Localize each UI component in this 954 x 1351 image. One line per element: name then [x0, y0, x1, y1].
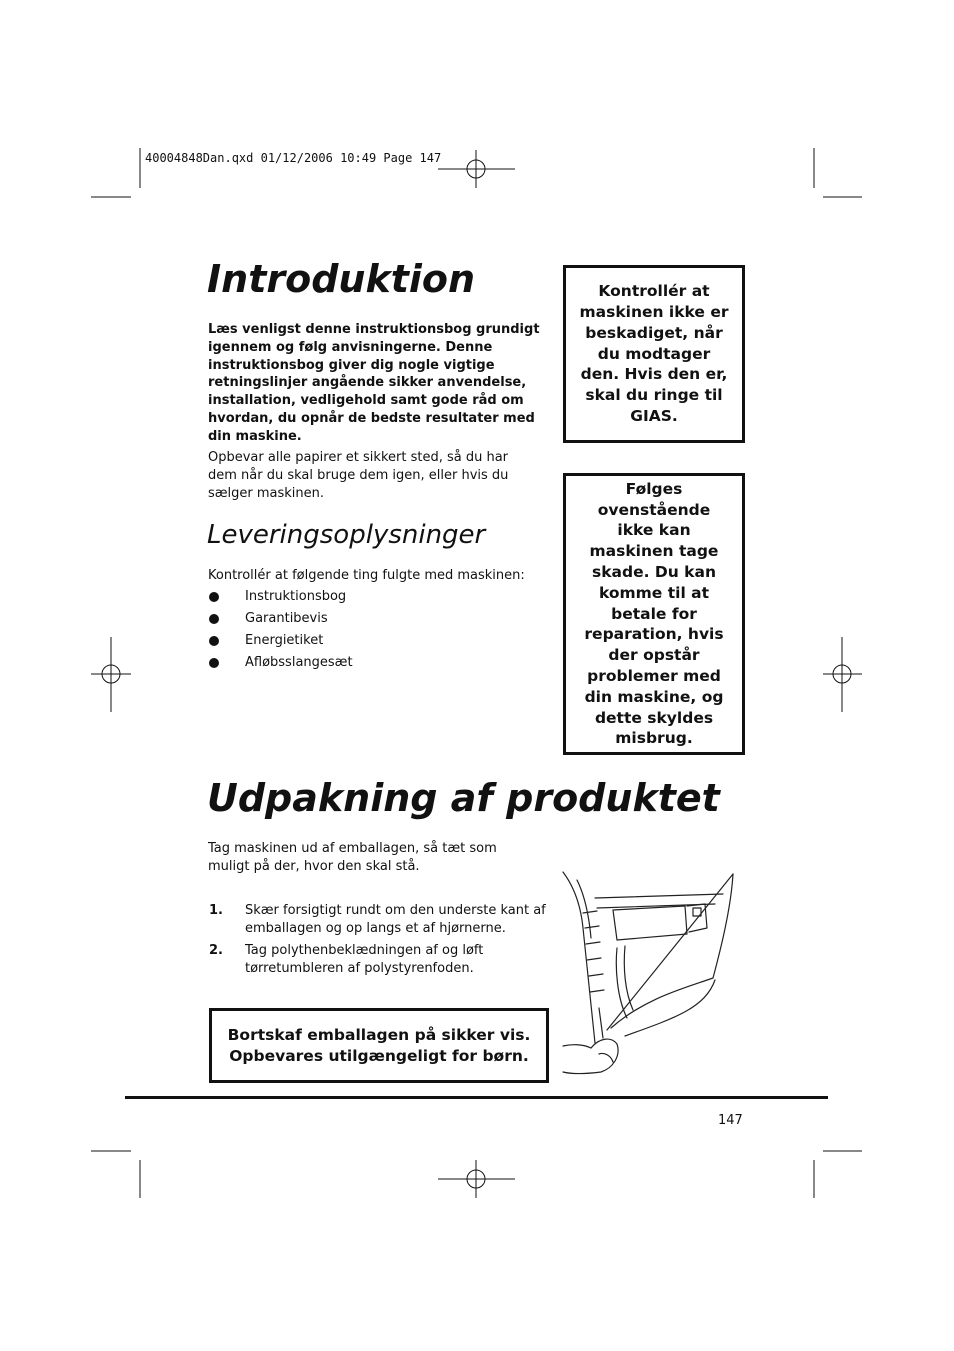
warning-line-2: Opbevares utilgængeligt for børn.: [229, 1046, 529, 1065]
bullet-icon: [209, 636, 219, 646]
list-item: Energietiket: [209, 630, 509, 652]
footer-rule: [125, 1096, 828, 1099]
delivery-intro: Kontrollér at følgende ting fulgte med maskinen:: [208, 568, 525, 583]
list-item: Afløbsslangesæt: [209, 652, 509, 674]
intro-paragraph: Opbevar alle papirer et sikkert sted, så du har dem når du skal bruge dem igen, eller hvis du sælger maskinen.: [208, 450, 509, 501]
page-number: 147: [718, 1113, 743, 1128]
intro-bold-paragraph: Læs venligst denne instruktionsbog grundigt igennem og følg anvisningerne. Denne instruktionsbog giver dig nogle vigtige retningslinjer angående sikker anvendelse, installation, vedligehold samt gode råd om hvordan, du opnår de bedste resultater med din maskine.: [208, 322, 540, 444]
step-item: 1. Skær forsigtigt rundt om den underste kant af emballagen og op langs et af hjørnerne.: [209, 903, 546, 936]
list-item: Garantibevis: [209, 608, 509, 630]
file-slug: 40004848Dan.qxd 01/12/2006 10:49 Page 147: [145, 151, 442, 165]
notice-box-misuse: [563, 473, 745, 755]
unpack-steps: [209, 902, 549, 982]
step-item: 2. Tag polythenbeklædningen af og løft tørretumbleren af polystyrenfoden.: [209, 943, 484, 976]
unpack-title: Udpakning af produktet: [207, 776, 720, 820]
warning-line-1: Bortskaf emballagen på sikker vis.: [227, 1025, 531, 1044]
intro-title: Introduktion: [207, 257, 476, 301]
unpacking-illustration: [555, 868, 755, 1080]
notice-damage-text: Kontrollér at maskinen ikke er beskadiget, når du modtager den. Hvis den er, skal du ringe til GIAS.: [579, 282, 729, 425]
bullet-icon: [209, 592, 219, 602]
list-item: Instruktionsbog: [209, 586, 509, 608]
notice-misuse-text: Følges ovenstående ikke kan maskinen tage skade. Du kan komme til at betale for reparation, hvis der opstår problemer med din maskine, og dette skyldes misbrug.: [584, 479, 724, 748]
delivery-list: [209, 586, 509, 674]
bullet-icon: [209, 614, 219, 624]
notice-box-damage: [563, 265, 745, 443]
disposal-warning-box: [209, 1008, 549, 1083]
bullet-icon: [209, 658, 219, 668]
unpack-intro: Tag maskinen ud af emballagen, så tæt som muligt på der, hvor den skal stå.: [208, 841, 497, 874]
delivery-title: Leveringsoplysninger: [207, 520, 486, 550]
